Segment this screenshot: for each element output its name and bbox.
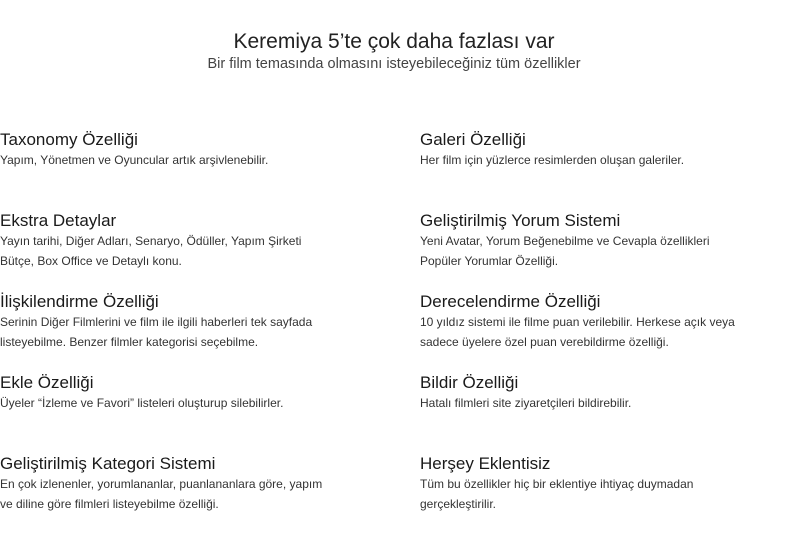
feature-description: Yayın tarihi, Diğer Adları, Senaryo, Ödüller, Yapım Şirketi Bütçe, Box Office ve Detaylı konu. bbox=[0, 234, 302, 268]
features-left-column bbox=[0, 128, 370, 533]
feature-description: Her film için yüzlerce resimlerden oluşan galeriler. bbox=[420, 153, 685, 167]
feature-description: Tüm bu özellikler hiç bir eklentiye ihtiyaç duymadan gerçekleştirilir. bbox=[420, 477, 694, 511]
feature-report bbox=[420, 371, 788, 432]
feature-category-system bbox=[0, 452, 370, 513]
feature-description: En çok izlenenler, yorumlananlar, puanlananlara göre, yapım ve diline göre filmleri listeyebilme özelliği. bbox=[0, 477, 323, 511]
feature-gallery bbox=[420, 128, 788, 189]
page-title: Keremiya 5’te çok daha fazlası var bbox=[233, 30, 555, 53]
header bbox=[0, 29, 788, 73]
feature-comment-system bbox=[420, 209, 788, 270]
feature-description: Yapım, Yönetmen ve Oyuncular artık arşivlenebilir. bbox=[0, 153, 269, 167]
feature-add bbox=[0, 371, 370, 432]
page-subtitle: Bir film temasında olmasını isteyebileceğiniz tüm özellikler bbox=[207, 56, 581, 72]
feature-title: Ekle Özelliği bbox=[0, 373, 94, 392]
feature-description: Üyeler “İzleme ve Favori” listeleri oluşturup silebilirler. bbox=[0, 396, 284, 410]
feature-title: Taxonomy Özelliği bbox=[0, 130, 138, 149]
feature-description: Serinin Diğer Filmlerini ve film ile ilgili haberleri tek sayfada listeyebilme. Benzer filmler kategorisi seçebilme. bbox=[0, 315, 313, 349]
feature-title: Geliştirilmiş Kategori Sistemi bbox=[0, 454, 216, 473]
feature-description: Hatalı filmleri site ziyaretçileri bildirebilir. bbox=[420, 396, 632, 410]
features-right-column bbox=[420, 128, 788, 533]
feature-no-plugins bbox=[420, 452, 788, 513]
feature-extra-details bbox=[0, 209, 370, 270]
feature-title: Bildir Özelliği bbox=[420, 373, 519, 392]
feature-title: Herşey Eklentisiz bbox=[420, 454, 551, 473]
feature-rating bbox=[420, 290, 788, 351]
feature-title: Geliştirilmiş Yorum Sistemi bbox=[420, 211, 621, 230]
feature-title: Galeri Özelliği bbox=[420, 130, 526, 149]
feature-title: Derecelendirme Özelliği bbox=[420, 292, 601, 311]
feature-relations bbox=[0, 290, 370, 351]
feature-description: 10 yıldız sistemi ile filme puan verilebilir. Herkese açık veya sadece üyelere özel puan verebildirme özelliği. bbox=[420, 315, 735, 349]
feature-title: İlişkilendirme Özelliği bbox=[0, 292, 159, 311]
feature-description: Yeni Avatar, Yorum Beğenebilme ve Cevapla özellikleri Popüler Yorumlar Özelliği. bbox=[420, 234, 710, 268]
feature-taxonomy bbox=[0, 128, 370, 189]
feature-title: Ekstra Detaylar bbox=[0, 211, 117, 230]
